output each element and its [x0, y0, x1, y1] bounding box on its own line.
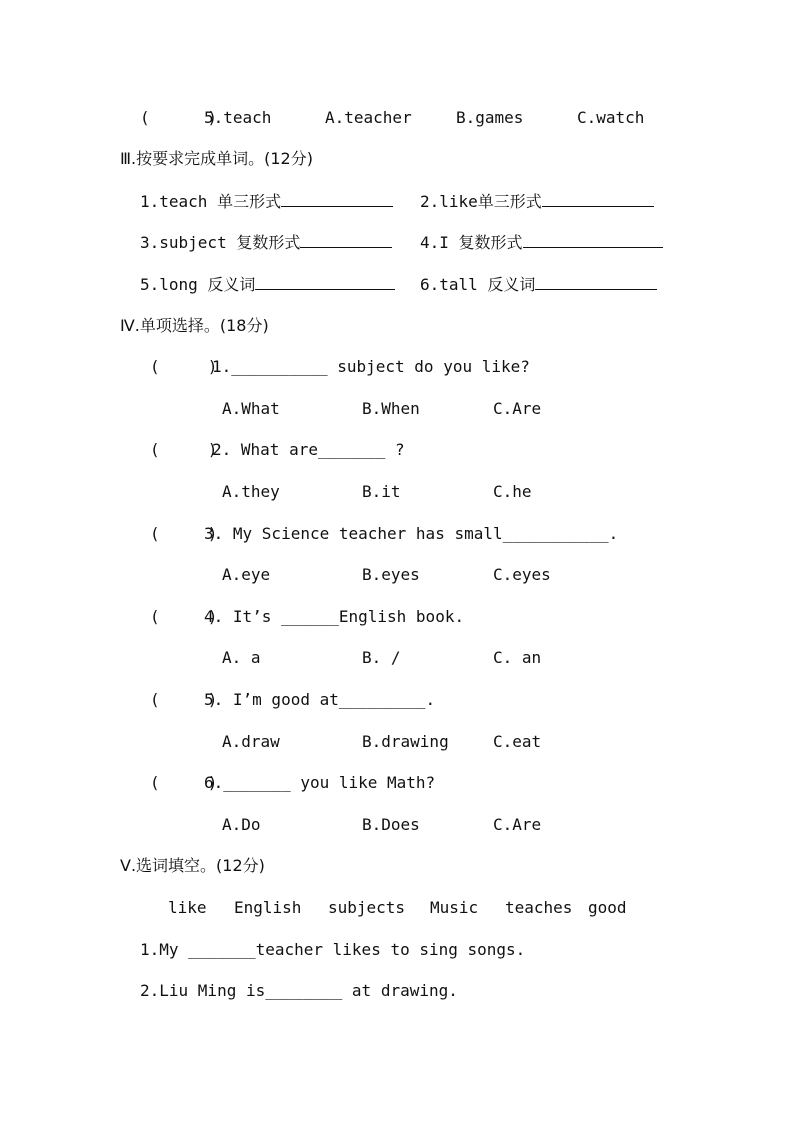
question-stem: 5.teach — [204, 108, 272, 127]
word-form-row — [0, 229, 794, 255]
mc-question-row — [0, 604, 794, 630]
option-a: A. a — [222, 648, 261, 667]
option-b: B. / — [362, 648, 401, 667]
question-stem: 4. It’s ______English book. — [204, 607, 465, 626]
answer-blank[interactable] — [281, 188, 393, 207]
question-stem: 2. What are_______ ? — [212, 440, 405, 459]
answer-paren: ( ) — [150, 773, 218, 792]
word-bank-item: like — [168, 898, 207, 917]
prev-question-row — [0, 105, 794, 131]
mc-question-row — [0, 687, 794, 713]
section-4-header — [0, 313, 794, 339]
word-form-item: 4.I 复数形式 — [420, 229, 663, 256]
word-form-row — [0, 188, 794, 214]
option-c: C.Are — [493, 399, 542, 418]
section-3-header — [0, 146, 794, 172]
section-5-header — [0, 853, 794, 879]
option-c: C.watch — [577, 108, 645, 127]
word-bank-item: Music — [430, 898, 479, 917]
option-c: C.he — [493, 482, 532, 501]
answer-paren: ( ) — [150, 440, 218, 459]
word-form-item: 5.long 反义词 — [140, 271, 395, 298]
answer-blank[interactable] — [255, 271, 395, 290]
question-stem: 5. I’m good at_________. — [204, 690, 436, 709]
option-a: A.they — [222, 482, 280, 501]
answer-blank[interactable] — [542, 188, 654, 207]
option-a: A.eye — [222, 565, 271, 584]
mc-options-row — [0, 729, 794, 755]
word-bank-item: good — [588, 898, 627, 917]
option-a: A.teacher — [325, 108, 412, 127]
answer-blank[interactable] — [523, 229, 663, 248]
mc-question-row — [0, 770, 794, 796]
word-form-row — [0, 271, 794, 297]
option-a: A.draw — [222, 732, 280, 751]
word-form-item: 2.like单三形式 — [420, 188, 654, 215]
mc-options-row — [0, 562, 794, 588]
option-c: C.Are — [493, 815, 542, 834]
fill-sentence — [0, 978, 794, 1004]
option-c: C.eyes — [493, 565, 551, 584]
mc-options-row — [0, 479, 794, 505]
option-b: B.When — [362, 399, 420, 418]
option-c: C. an — [493, 648, 542, 667]
mc-question-row — [0, 521, 794, 547]
answer-paren: ( ) — [140, 108, 218, 127]
answer-paren: ( ) — [150, 524, 218, 543]
word-bank-item: subjects — [328, 898, 406, 917]
option-b: B.drawing — [362, 732, 449, 751]
option-c: C.eat — [493, 732, 542, 751]
option-b: B.it — [362, 482, 401, 501]
answer-blank[interactable] — [535, 271, 657, 290]
option-b: B.eyes — [362, 565, 420, 584]
word-bank-item: English — [234, 898, 302, 917]
mc-question-row — [0, 437, 794, 463]
mc-options-row — [0, 645, 794, 671]
word-form-item: 3.subject 复数形式 — [140, 229, 392, 256]
answer-blank[interactable] — [300, 229, 392, 248]
answer-paren: ( ) — [150, 357, 218, 376]
word-bank-item: teaches — [505, 898, 573, 917]
mc-options-row — [0, 812, 794, 838]
sentence-text: 2.Liu Ming is________ at drawing. — [140, 981, 458, 1000]
section-title: Ⅳ.单项选择。(18分) — [120, 316, 269, 335]
sentence-text: 1.My _______teacher likes to sing songs. — [140, 940, 526, 959]
section-title: Ⅲ.按要求完成单词。(12分) — [120, 149, 313, 168]
question-stem: 1.__________ subject do you like? — [212, 357, 530, 376]
fill-sentence — [0, 937, 794, 963]
section-title: Ⅴ.选词填空。(12分) — [120, 856, 265, 875]
mc-options-row — [0, 396, 794, 422]
word-form-item: 1.teach 单三形式 — [140, 188, 393, 215]
answer-paren: ( ) — [150, 607, 218, 626]
mc-question-row — [0, 354, 794, 380]
answer-paren: ( ) — [150, 690, 218, 709]
word-bank — [0, 895, 794, 921]
option-a: A.What — [222, 399, 280, 418]
question-stem: 3. My Science teacher has small___________. — [204, 524, 619, 543]
question-stem: 6._______ you like Math? — [204, 773, 436, 792]
option-b: B.games — [456, 108, 524, 127]
word-form-item: 6.tall 反义词 — [420, 271, 657, 298]
option-a: A.Do — [222, 815, 261, 834]
option-b: B.Does — [362, 815, 420, 834]
